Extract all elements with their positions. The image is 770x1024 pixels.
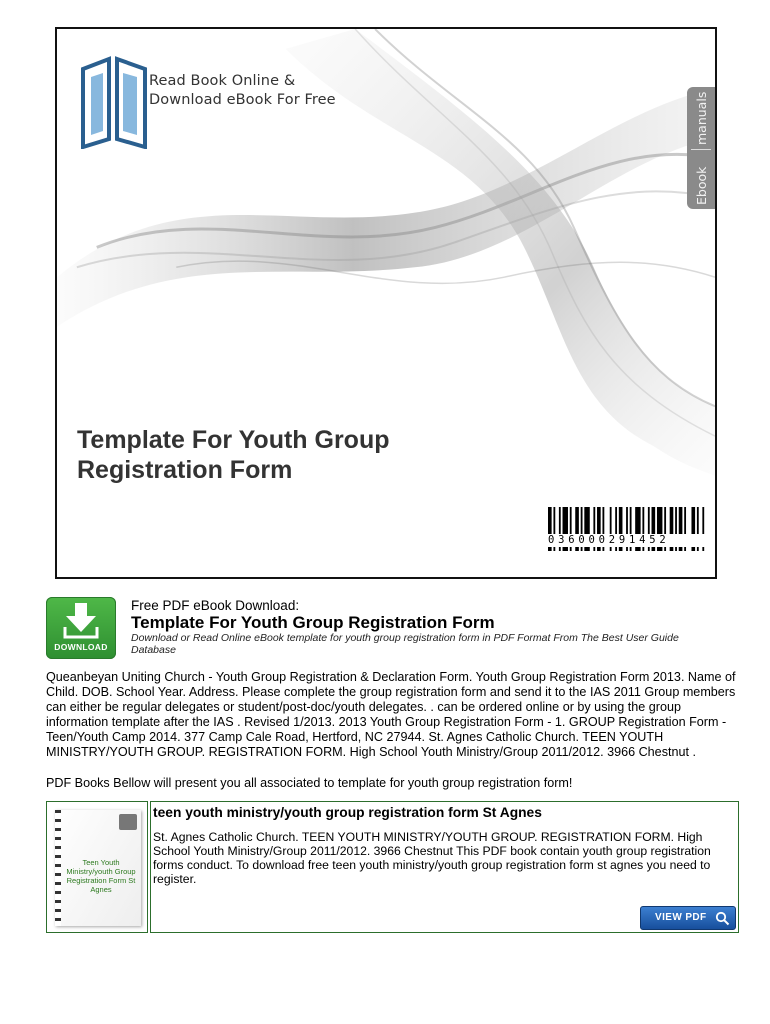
- download-arrow-icon: [62, 603, 100, 639]
- logo-text-line-1: Read Book Online &: [149, 73, 296, 89]
- view-pdf-button[interactable]: [640, 906, 736, 930]
- view-pdf-label: VIEW PDF: [655, 912, 707, 923]
- book-logo-icon: [77, 55, 151, 149]
- book-thumbnail: [55, 810, 141, 926]
- intro-paragraph: Queanbeyan Uniting Church - Youth Group Registration & Declaration Form. Youth Group Registration Form 2013. Name of Child. DOB. School Year. Address. Please complete the group registration form and send it to the IAS 2011 Group members can either be regular delegates or student/post-doc/youth delegates. . can be ordered online or by using the group information template after the IAS . Revised 1/2013. 2013 Youth Group Registration Form - 1. GROUP Registration Form - Teen/Youth Camp 2014. 377 Camp Cale Road, Hertford, NC 27944. St. Agnes Catholic Church. TEEN YOUTH MINISTRY/YOUTH GROUP. REGISTRATION FORM. High School Youth Ministry/Group 2011/2012. 3966 Chestnut .: [46, 670, 736, 759]
- related-books-note: PDF Books Bellow will present you all associated to template for youth group registration form!: [46, 776, 573, 790]
- download-title: Template For Youth Group Registration Form: [131, 613, 495, 632]
- book-corner-icon: [119, 814, 137, 830]
- result-thumbnail[interactable]: [46, 801, 148, 933]
- magnifier-icon: [715, 911, 730, 926]
- barcode-number: 036000291452: [548, 534, 706, 547]
- side-tab-word-ebook: Ebook: [694, 166, 709, 205]
- book-thumbnail-title: Teen Youth Ministry/youth Group Registration Form St Agnes: [66, 858, 136, 894]
- download-button[interactable]: [46, 597, 116, 659]
- cover-title: Template For Youth Group Registration Form: [77, 426, 390, 484]
- download-description: Download or Read Online eBook template for youth group registration form in PDF Format From The Best User Guide Database: [131, 632, 679, 656]
- cover-swoosh-art: [57, 29, 715, 577]
- book-cover: [55, 27, 717, 579]
- book-spine: [55, 810, 61, 926]
- result-title[interactable]: teen youth ministry/youth group registration form St Agnes: [153, 805, 542, 820]
- side-tab-word-manuals: manuals: [694, 91, 709, 145]
- result-description: St. Agnes Catholic Church. TEEN YOUTH MINISTRY/YOUTH GROUP. REGISTRATION FORM. High School Youth Ministry/Group 2011/2012. 3966 Chestnut This PDF book contain youth group registration forms conduct. To download free teen youth ministry/youth group registration form st agnes you need to register.: [153, 830, 711, 886]
- logo-text-line-2: Download eBook For Free: [149, 92, 336, 108]
- download-button-label: DOWNLOAD: [54, 642, 108, 652]
- side-tab-divider: [691, 149, 711, 150]
- ebook-manuals-tab: [687, 87, 715, 209]
- free-pdf-heading: Free PDF eBook Download:: [131, 598, 300, 613]
